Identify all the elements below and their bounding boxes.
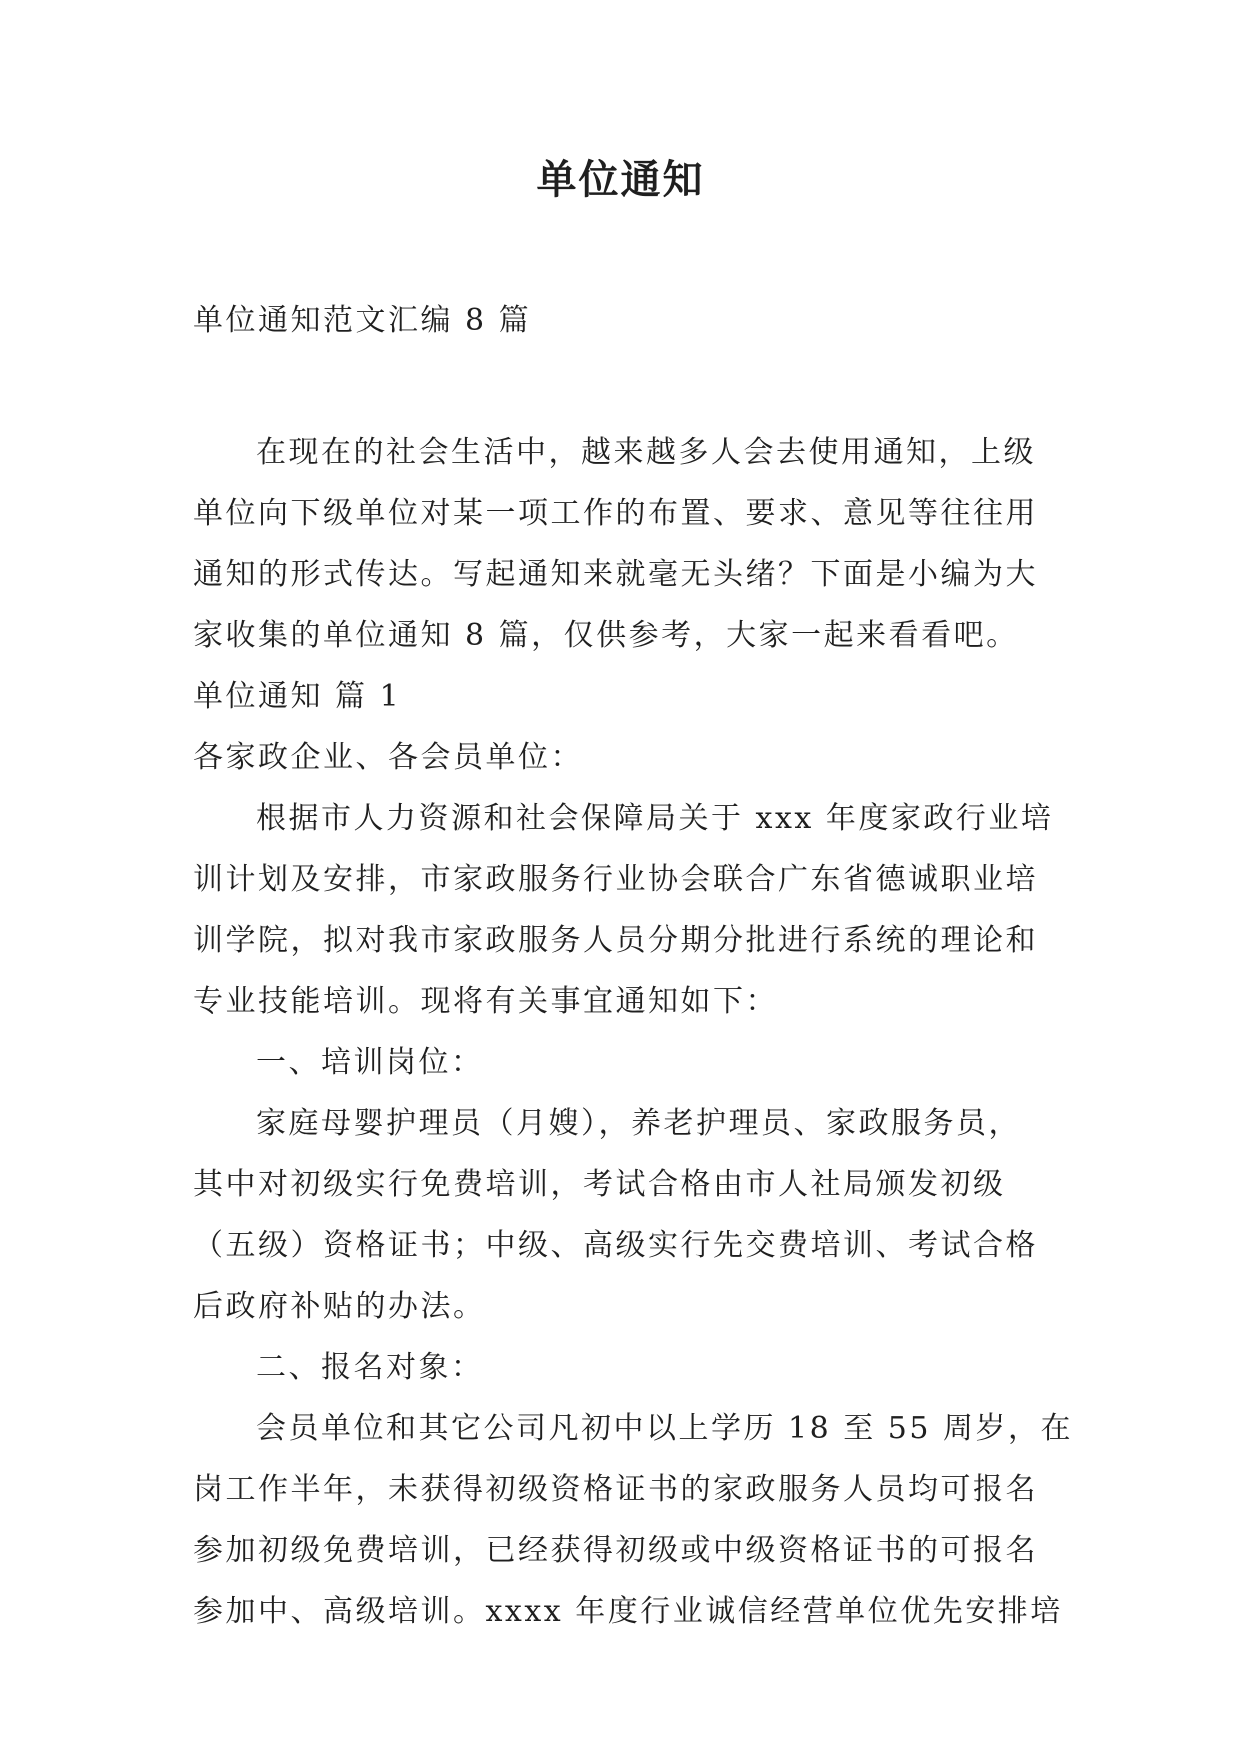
paragraph-line: 单位向下级单位对某一项工作的布置、要求、意见等往往用: [193, 496, 1038, 531]
paragraph-line: 专业技能培训。现将有关事宜通知如下：: [193, 984, 778, 1019]
paragraph-line: 家收集的单位通知 8 篇，仅供参考，大家一起来看看吧。: [193, 618, 1019, 653]
paragraph-line: 通知的形式传达。写起通知来就毫无头绪？下面是小编为大: [193, 557, 1038, 592]
paragraph-line: 在现在的社会生活中，越来越多人会去使用通知，上级: [256, 435, 1036, 470]
paragraph-line: （五级）资格证书；中级、高级实行先交费培训、考试合格: [193, 1228, 1038, 1263]
section-paragraph: [193, 788, 1053, 1032]
paragraph-line: 后政府补贴的办法。: [193, 1289, 486, 1324]
paragraph-line: 参加初级免费培训，已经获得初级或中级资格证书的可报名: [193, 1533, 1038, 1568]
paragraph-line: 训学院，拟对我市家政服务人员分期分批进行系统的理论和: [193, 923, 1038, 958]
paragraph-line: 根据市人力资源和社会保障局关于 xxx 年度家政行业培: [256, 801, 1054, 836]
paragraph-line: 其中对初级实行免费培训，考试合格由市人社局颁发初级: [193, 1167, 1006, 1202]
section-heading: 单位通知 篇 1: [193, 679, 402, 714]
page-title: 单位通知: [536, 157, 705, 203]
salutation: 各家政企业、各会员单位：: [193, 740, 583, 775]
item-paragraph: [193, 1093, 1053, 1337]
document-subtitle: 单位通知范文汇编 8 篇: [193, 303, 532, 338]
paragraph-line: 会员单位和其它公司凡初中以上学历 18 至 55 周岁，在: [256, 1411, 1073, 1446]
item-heading: 一、培训岗位：: [256, 1045, 484, 1080]
spacer: [193, 351, 1053, 422]
paragraph-line: 参加中、高级培训。xxxx 年度行业诚信经营单位优先安排培: [193, 1594, 1063, 1629]
paragraph-line: 训计划及安排，市家政服务行业协会联合广东省德诚职业培: [193, 862, 1038, 897]
item-heading: 二、报名对象：: [256, 1350, 484, 1385]
paragraph-line: 家庭母婴护理员（月嫂），养老护理员、家政服务员，: [256, 1106, 1021, 1141]
intro-paragraph: [193, 422, 1053, 666]
document-body: [193, 290, 1073, 1642]
item-paragraph: [193, 1398, 1073, 1642]
paragraph-line: 岗工作半年，未获得初级资格证书的家政服务人员均可报名: [193, 1472, 1038, 1507]
